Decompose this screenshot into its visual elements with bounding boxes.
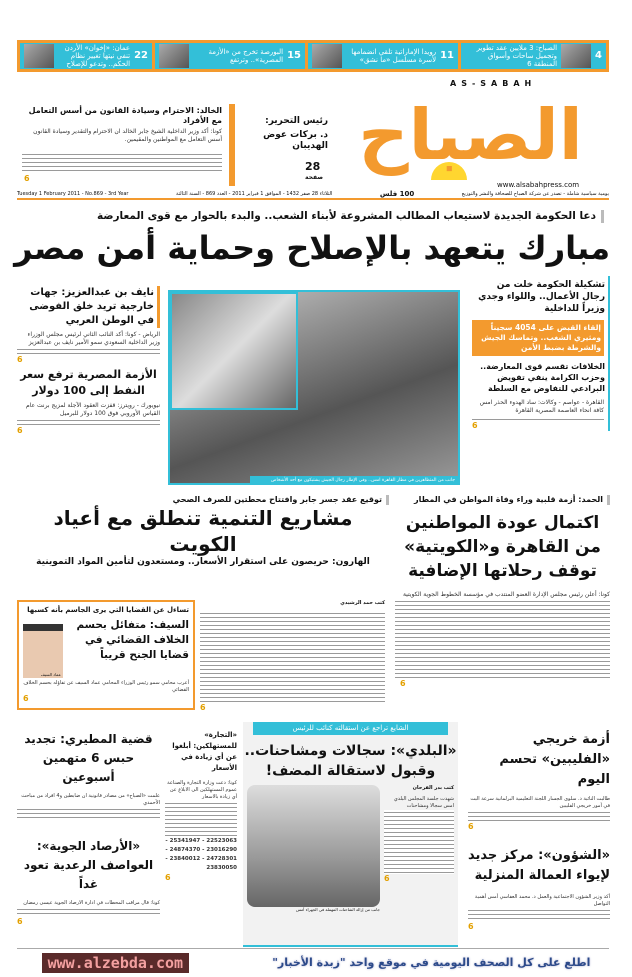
development-body [200,600,385,713]
lead-kicker: دعا الحكومة الجديدة لاستيعاب المطالب المشروعة لأبناء الشعب.. والبدء بالحوار مع قوى المعارضة [97,210,604,223]
photo-caption: جانب من المتظاهرين في مطار القاهرة امس.. وفي الإطار رجال الجيش يشتبكون مع أحد الأشخاص [250,476,458,485]
top-story-lead: كونا: أكد وزير الداخلية الشيخ جابر الخالد ان الاحترام والتقدير وسيادة القانون أسس التعامل مع المواطنين والمقيمين. [33,128,222,143]
divider [17,948,609,949]
lead-text: علمت «الصباح» من مصادر قانونية ان ضابطين و4 افراد من مباحث الأحمدي [21,793,160,806]
teaser-text: رويدا الإماراتية تلقي انضمامها لأسرة مسلسل «ما نشق» [351,48,437,64]
headline: «الأرصاد الجوية»: العواصف الرعدية تعود غداً [23,839,154,891]
lead-text: كونا: قال مراقب المحطات في ادارة الارصاد الجوية عيسى رمضان [23,900,160,906]
byline: كتب بدر الفرحان [412,785,454,791]
byline: كتب حمد الرشيدي [340,600,385,606]
footer-promo [0,950,632,975]
teaser-page: 11 [440,50,454,61]
continued-page: 6 [17,917,23,926]
teaser-banner [17,40,609,72]
top-story-title: الخالد: الاحترام وسيادة القانون من أسس التعامل مع الأفراد [28,106,222,125]
teaser-page: 15 [287,50,301,61]
headline: مشاريع التنمية تنطلق مع أعياد الكويت [53,506,353,556]
kicker: الحمد: أزمة قلبية وراء وفاة المواطن في المطار [395,495,610,505]
body-text [17,418,160,426]
kicker: توقيع عقد جسر جابر وافتتاح محطتين للصرف الصحي [169,495,389,505]
teaser-thumb [312,44,342,68]
teaser-thumb [561,44,591,68]
teaser-4[interactable] [20,43,152,69]
latin-name: AS-SABAH [450,79,537,88]
lead-text: شهدت جلسة المجلس البلدي امس سجالا ومشاحنات [393,796,454,809]
date-english: Tuesday 1 February 2011 - No.869 - 3rd Year [17,191,129,197]
teaser-3[interactable] [155,43,305,69]
editor-name: د. بركات عوض الهديبان [263,130,328,151]
teaser-2[interactable] [308,43,458,69]
body-text [165,801,237,837]
editor-label: رئيس التحرير: [265,116,328,126]
teaser-thumb [159,44,189,68]
website-url: www.alsabahpress.com [497,181,580,189]
lead-text: أكد وزير الشؤون الاجتماعية والعمل د. محمد العفاسي أمس أهمية التواصل [474,894,610,907]
headline: «التجارة» للمستهلكين: أبلغوا عن أي زيادة في الأسعار [172,731,237,772]
lead-text: أعرب محامي سمو رئيس الوزراء المحامي عماد السيف عن تفاؤله بحسم الخلاف القضائي [23,680,189,693]
body-text [17,907,160,917]
body-text [384,810,454,874]
continued-page: 6 [17,426,23,435]
body-text [17,807,160,821]
kicker: تساءل عن القضايا التي يرى الجاسم بأنه كسبها [27,606,189,614]
date-arabic: الثلاثاء 28 صفر 1432 - الموافق 1 فبراير 2011 - العدد 869 - السنة الثالثة [175,191,333,197]
promo-site-link[interactable]: www.alzebda.com [42,953,189,973]
divider [229,104,235,186]
teaser-page: 22 [134,50,148,61]
headline: «الشؤون»: مركز جديد لإيواء العمالة المنزلية [468,848,610,883]
continued-page: 6 [17,355,23,364]
truck-photo [247,785,380,907]
headline: قضية المطيري: تجديد حبس 6 متهمين أسبوعين [24,732,153,784]
headline: السيف: متفائل بحسم الخلاف القضائي في قضايا الجنح قريباً [76,619,189,661]
body-text [468,810,610,822]
article-mutairi [17,730,160,927]
lead-text: نيويورك - رويترز: قفزت العقود الآجلة لمزيج برنت عام القياس الأوروبي فوق 100 دولار للبرميل [26,402,160,417]
kicker: الشايع تراجع عن استقالته كنائب للرئيس [253,722,448,735]
lead-text: طالبت النائبة د. سلوى الجسار اللجنة التعليمية البرلمانية سرعة البت في أمور خريجي الفليبين [470,796,610,809]
phone-numbers: 22523063 - 25341947 - 23016290 - 24874370 - 24728301 - 23840012 - 23830050 [165,838,237,871]
lead-text: الرياض - كونا: أكد النائب الثاني لرئيس مجلس الوزراء وزير الداخلية السعودي سمو الأمير نايف بن عبدالعزيز [27,331,160,346]
teaser-1[interactable] [461,43,606,69]
headline: تشكيلة الحكومة خلت من رجال الأعمال.. واللواء وجدي وزيراً للداخلية [478,280,605,314]
continued-page: 6 [24,174,30,183]
lead-text: كونا: دعت وزارة التجارة والصناعة عموم المستهلكين الى الابلاغ عن أي زيادة بالاسعار [167,780,237,800]
headline: «البلدي»: سجالات ومشاحنات.. وقبول لاستقالة المضف! [244,743,457,779]
price: 100 فلس [379,190,415,198]
body-text [468,908,610,922]
teaser-thumb [24,44,54,68]
page-count-label: صفحة [305,174,324,181]
teaser-page: 4 [595,50,602,61]
top-story-body [22,152,222,172]
continued-page: 6 [468,922,474,931]
article-municipal [243,722,458,947]
continued-page: 6 [200,703,206,712]
continued-page: 6 [400,679,406,688]
continued-page: 6 [165,873,171,882]
article-development [17,495,389,568]
headline: اكتمال عودة المواطنين من القاهرة و«الكويتية» توقف رحلاتها الإضافية [404,513,601,581]
article-philippines [468,730,610,932]
photo-label: عماد السيف [40,672,61,677]
body-text [200,611,385,703]
article-commerce [165,730,237,883]
lead-text: كونا: أعلن رئيس مجلس الإدارة العضو المنتدب في مؤسسة الخطوط الجوية الكويتية [402,591,610,598]
promo-text: اطلع على كل الصحف اليومية في موقع واحد "زبدة الأخبار" [272,956,591,969]
highlight-box: إلقاء القبض على 4054 سجيناً ومثيري الشغب.. وتماسك الجيش والشرطة بضبط الأمن [472,320,604,356]
subheadline: الخلافات تقسم قوى المعارضة.. وحزب الكرامة ينفي تفويض البرادعي للتفاوض مع السلطة [480,362,605,393]
article-alsaif [17,600,195,710]
portrait-photo [23,618,63,678]
body-text [395,599,610,679]
inset-photo [170,292,298,410]
right-column [468,276,610,431]
teaser-text: عمان: «إخوان» الأردن تنفي نيتها تغيير نظام الحكم.. وتدعو للإصلاح [64,44,131,68]
article-return-citizens [395,495,610,689]
continued-page: 6 [468,822,474,831]
lead-text: القاهرة - عواصم - وكالات: ساد الهدوء الحذر امس كافة انحاء العاصمة المصرية القاهرة [479,399,604,414]
teaser-text: الصباح: 3 ملايين عقد تطوير وتجميل ساحات وأسواق المنطقة 6 [476,44,558,68]
body-text [17,347,160,355]
dateline [17,191,609,200]
continued-page: 6 [23,694,29,703]
lead-headline: مبارك يتعهد بالإصلاح وحماية أمن مصر [14,229,610,267]
headline: نايف بن عبدالعزيز: جهات خارجية تريد خلق الفوضى في الوطن العربي [17,286,160,328]
logo: الصباح [358,94,583,176]
headline: أزمة خريجي «الفليبين» تحسم اليوم [499,732,610,787]
tagline: يومية سياسية شاملة - تصدر عن شركة الصباح للصحافة والنشر والتوزيع [461,191,609,197]
left-column [17,286,160,436]
continued-page: 6 [384,874,390,883]
headline: الأزمة المصرية ترفع سعر النفط إلى 100 دولار [20,368,157,397]
subheadline: الهارون: حريصون على استقرار الأسعار.. ومستعدون لتأمين المواد التموينية [36,557,370,567]
teaser-text: البورصة تخرج من «الأزمة المصرية».. وترتفع [208,48,284,64]
photo-caption: جانب من إزالة الشاحنات المهملة في الجهراء أمس [296,907,380,912]
continued-page: 6 [472,421,478,430]
page-count: 28 [305,160,321,173]
